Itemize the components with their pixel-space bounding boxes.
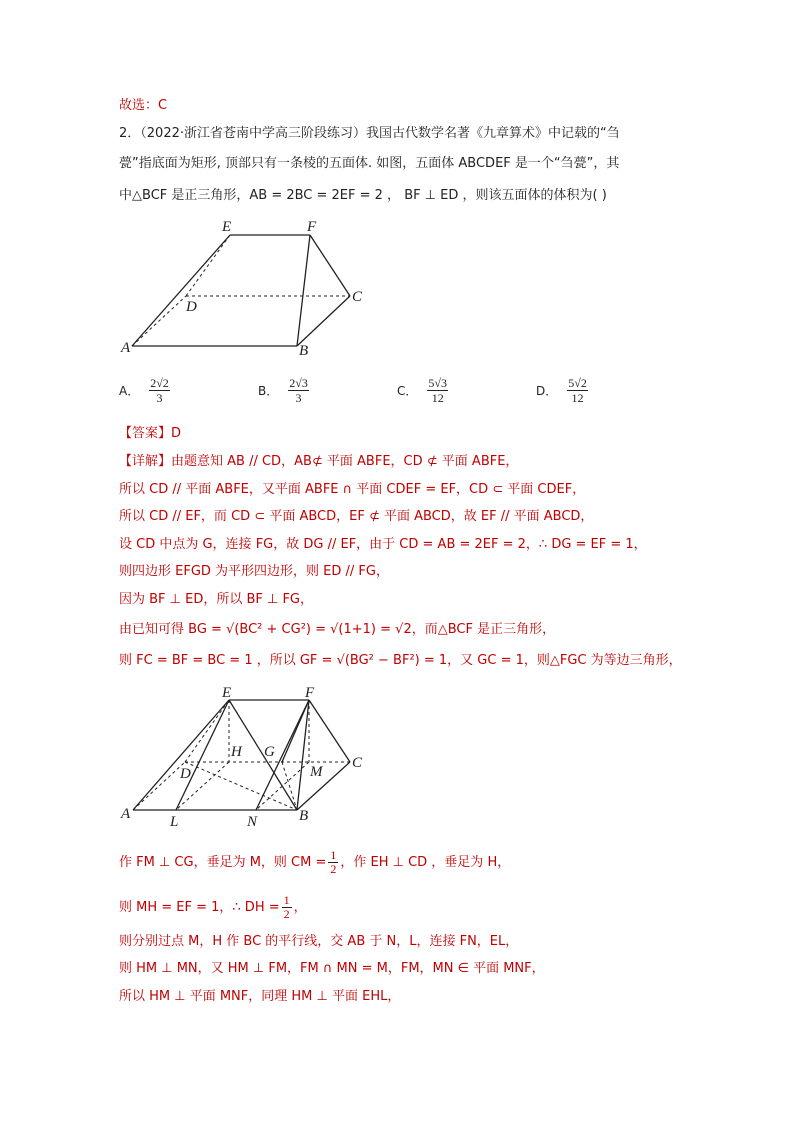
option-A-fraction: $\frac{2√2}{3}$: [150, 376, 169, 405]
option-B-label: B．: [258, 384, 279, 398]
problem-line-2: 甍”指底面为矩形, 顶部只有一条棱的五面体. 如图，五面体 ABCDEF 是一个“刍甍”，其: [119, 156, 620, 171]
label2-E: E: [222, 685, 232, 701]
detail-line-4: 设 CD 中点为 G，连接 FG，故 DG // EF，由于 CD = AB = 2EF = 2，∴ DG = EF = 1，: [119, 537, 647, 552]
option-B-fraction: $\frac{2√3}{3}$: [289, 376, 308, 405]
edge-AE: [132, 235, 230, 346]
label2-M: M: [310, 764, 323, 780]
answer-line: 【答案】D: [119, 426, 182, 441]
detail-line-11: 则分别过点 M，H 作 BC 的平行线，交 AB 于 N，L，连接 FN，EL，: [119, 934, 519, 949]
problem-line-1: 2．（2022·浙江省苍南中学高三阶段练习）我国古代数学名著《九章算术》中记载的“刍: [119, 126, 620, 141]
detail-line-6: 因为 BF ⊥ ED，所以 BF ⊥ FG，: [119, 592, 314, 607]
option-D-label: D．: [536, 384, 558, 398]
label-A: A: [121, 340, 131, 356]
label-C: C: [352, 289, 363, 305]
edge-FC: [310, 235, 350, 296]
problem-line-3: 中△BCF 是正三角形，AB = 2BC = 2EF = 2 ， BF ⊥ ED ，则该五面体的体积为( ): [119, 188, 607, 203]
option-D[interactable]: [536, 376, 588, 405]
option-C-label: C．: [397, 384, 418, 398]
label-B: B: [299, 343, 309, 359]
edge-BC: [297, 296, 350, 346]
label2-H: H: [231, 744, 242, 760]
option-C[interactable]: [397, 376, 448, 405]
detail-line-9: 作 FM ⊥ CG，垂足为 M，则 CM = $\frac{1}{2}$ ，作 EH ⊥ CD ，垂足为 H，: [119, 848, 511, 876]
detail-line-8: 则 FC = BF = BC = 1 ，所以 GF = √(BG² − BF²) = 1，又 GC = 1，则△FGC 为等边三角形，: [119, 653, 682, 668]
label-E: E: [222, 219, 232, 235]
option-D-fraction: $\frac{5√2}{12}$: [568, 376, 587, 405]
label2-N: N: [247, 814, 258, 830]
label2-G: G: [264, 744, 275, 760]
label2-L: L: [170, 814, 179, 830]
detail-line-1: 【详解】由题意知 AB // CD，AB⊄ 平面 ABFE，CD ⊄ 平面 ABFE，: [119, 454, 519, 469]
fraction-DH: $\frac{1}{2}$: [283, 893, 290, 921]
edge-FB: [297, 235, 310, 346]
label-F: F: [307, 219, 317, 235]
figure-pentahedron: [110, 212, 380, 362]
detail-line-7: 由已知可得 BG = √(BC² + CG²) = √(1+1) = √2，而△BCF 是正三角形，: [119, 622, 556, 637]
option-A-label: A．: [119, 384, 140, 398]
detail-tag: 【详解】: [119, 454, 172, 469]
option-C-fraction: $\frac{5√3}{12}$: [428, 376, 447, 405]
option-B[interactable]: [258, 376, 309, 405]
previous-answer: 故选：C: [119, 98, 168, 113]
detail-line-3: 所以 CD // EF，而 CD ⊂ 平面 ABCD，EF ⊄ 平面 ABCD，故 EF // 平面 ABCD，: [119, 509, 594, 524]
label2-F: F: [305, 685, 315, 701]
label-D: D: [186, 299, 197, 315]
option-A[interactable]: [119, 376, 170, 405]
label2-D: D: [180, 766, 191, 782]
detail-line-2: 所以 CD // 平面 ABFE，又平面 ABFE ∩ 平面 CDEF = EF，CD ⊂ 平面 CDEF，: [119, 482, 586, 497]
detail-line-12: 则 HM ⊥ MN，又 HM ⊥ FM，FM ∩ MN = M，FM，MN ∈ 平面 MNF，: [119, 961, 545, 976]
label2-B: B: [299, 808, 309, 824]
edge-DE-hidden: [186, 235, 230, 296]
edge-AD-hidden: [132, 296, 186, 346]
fraction-CM: $\frac{1}{2}$: [330, 848, 337, 876]
label2-C: C: [352, 755, 363, 771]
figure-solution: [115, 680, 375, 830]
label2-A: A: [121, 806, 131, 822]
detail-line-13: 所以 HM ⊥ 平面 MNF，同理 HM ⊥ 平面 EHL，: [119, 989, 401, 1004]
detail-line-10: 则 MH = EF = 1，∴ DH = $\frac{1}{2}$ ，: [119, 893, 307, 921]
detail-line-5: 则四边形 EFGD 为平形四边形，则 ED // FG，: [119, 564, 389, 579]
